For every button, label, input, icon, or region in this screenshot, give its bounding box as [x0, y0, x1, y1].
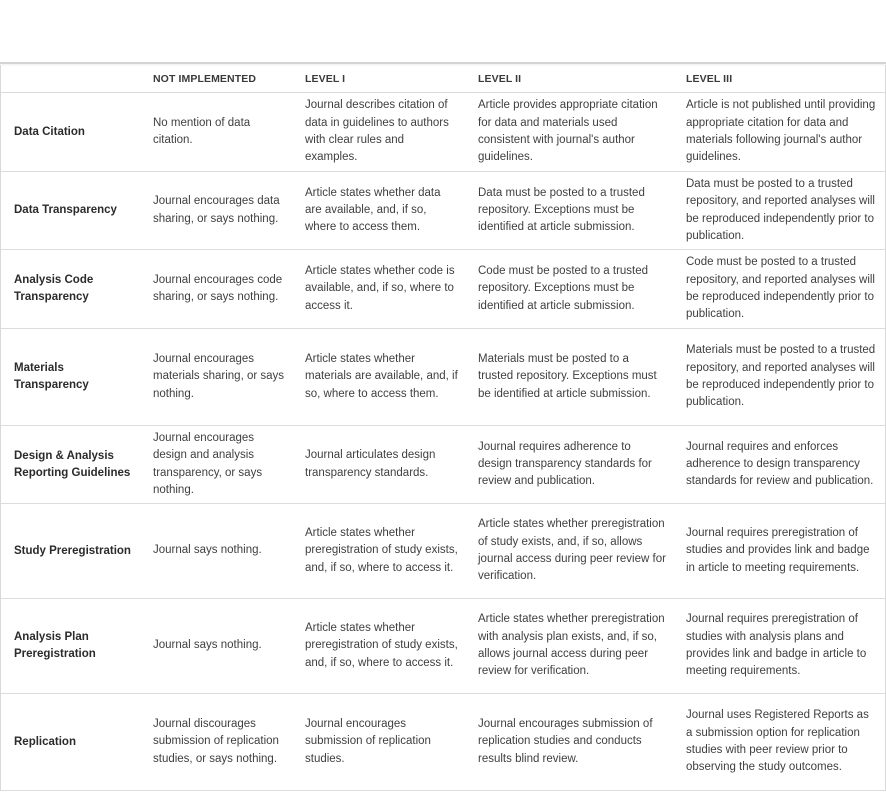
header-level-3: LEVEL III — [674, 65, 885, 93]
cell-not-implemented: Journal encourages data sharing, or says nothing. — [141, 172, 293, 250]
table-row-analysis-plan-preregistration — [1, 599, 885, 694]
cell-level-2: Journal requires adherence to design transparency standards for review and publication. — [466, 426, 674, 504]
cell-not-implemented: Journal says nothing. — [141, 504, 293, 599]
table-row-data-citation — [1, 93, 885, 172]
cell-level-1: Article states whether data are available, and, if so, where to access them. — [293, 172, 466, 250]
table-row-materials-transparency — [1, 329, 885, 426]
row-standard: Replication — [1, 694, 141, 791]
table-header-row — [1, 65, 885, 93]
table-row-replication — [1, 694, 885, 791]
cell-level-3: Data must be posted to a trusted repository, and reported analyses will be reproduced independently prior to publication. — [674, 172, 885, 250]
row-standard: Design & Analysis Reporting Guidelines — [1, 426, 141, 504]
cell-level-1: Journal articulates design transparency standards. — [293, 426, 466, 504]
row-standard: Data Citation — [1, 93, 141, 172]
cell-level-1: Article states whether materials are available, and, if so, where to access them. — [293, 329, 466, 426]
row-standard: Data Transparency — [1, 172, 141, 250]
cell-level-2: Data must be posted to a trusted repository. Exceptions must be identified at article submission. — [466, 172, 674, 250]
cell-not-implemented: Journal discourages submission of replication studies, or says nothing. — [141, 694, 293, 791]
cell-level-3: Journal requires preregistration of studies and provides link and badge in article to meeting requirements. — [674, 504, 885, 599]
cell-level-1: Journal encourages submission of replication studies. — [293, 694, 466, 791]
row-standard: Study Preregistration — [1, 504, 141, 599]
top-guidelines-table — [1, 65, 885, 791]
cell-level-3: Journal requires and enforces adherence to design transparency standards for review and publication. — [674, 426, 885, 504]
header-standard — [1, 65, 141, 93]
cell-level-2: Journal encourages submission of replication studies and conducts results blind review. — [466, 694, 674, 791]
table-row-study-preregistration — [1, 504, 885, 599]
table-row-data-transparency — [1, 172, 885, 250]
row-standard: Materials Transparency — [1, 329, 141, 426]
cell-not-implemented: Journal says nothing. — [141, 599, 293, 694]
cell-not-implemented: No mention of data citation. — [141, 93, 293, 172]
cell-level-2: Materials must be posted to a trusted repository. Exceptions must be identified at article submission. — [466, 329, 674, 426]
cell-level-3: Article is not published until providing appropriate citation for data and materials following journal's author guidelines. — [674, 93, 885, 172]
top-guidelines-table-container — [0, 65, 886, 791]
cell-not-implemented: Journal encourages code sharing, or says nothing. — [141, 250, 293, 329]
cell-level-2: Article states whether preregistration of study exists, and, if so, allows journal access during peer review for verification. — [466, 504, 674, 599]
header-level-1: LEVEL I — [293, 65, 466, 93]
table-row-design-analysis-reporting — [1, 426, 885, 504]
cell-level-1: Article states whether preregistration of study exists, and, if so, where to access it. — [293, 599, 466, 694]
cell-not-implemented: Journal encourages design and analysis transparency, or says nothing. — [141, 426, 293, 504]
cell-level-2: Article provides appropriate citation for data and materials used consistent with journal's author guidelines. — [466, 93, 674, 172]
cell-level-3: Code must be posted to a trusted repository, and reported analyses will be reproduced independently prior to publication. — [674, 250, 885, 329]
header-not-implemented: NOT IMPLEMENTED — [141, 65, 293, 93]
table-row-analysis-code-transparency — [1, 250, 885, 329]
cell-level-3: Journal uses Registered Reports as a submission option for replication studies with peer review prior to observing the study outcomes. — [674, 694, 885, 791]
cell-level-2: Code must be posted to a trusted repository. Exceptions must be identified at article submission. — [466, 250, 674, 329]
cell-level-1: Article states whether preregistration of study exists, and, if so, where to access it. — [293, 504, 466, 599]
cell-level-3: Journal requires preregistration of studies with analysis plans and provides link and badge in article to meeting requirements. — [674, 599, 885, 694]
cell-level-1: Article states whether code is available, and, if so, where to access it. — [293, 250, 466, 329]
top-bar — [0, 0, 886, 64]
cell-level-2: Article states whether preregistration with analysis plan exists, and, if so, allows journal access during peer review for verification. — [466, 599, 674, 694]
row-standard: Analysis Plan Preregistration — [1, 599, 141, 694]
cell-level-3: Materials must be posted to a trusted repository, and reported analyses will be reproduced independently prior to publication. — [674, 329, 885, 426]
header-level-2: LEVEL II — [466, 65, 674, 93]
cell-not-implemented: Journal encourages materials sharing, or says nothing. — [141, 329, 293, 426]
cell-level-1: Journal describes citation of data in guidelines to authors with clear rules and examples. — [293, 93, 466, 172]
row-standard: Analysis Code Transparency — [1, 250, 141, 329]
